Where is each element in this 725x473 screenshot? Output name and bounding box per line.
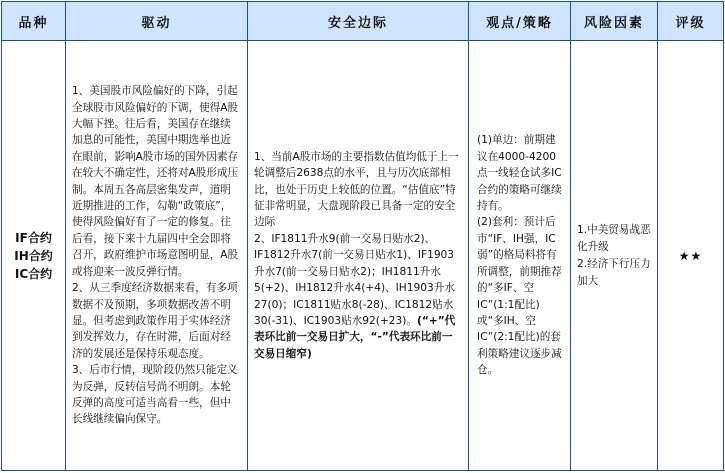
driver-cell <box>66 41 248 471</box>
variety-cell <box>2 41 66 471</box>
header-risk-factors: 风险因素 <box>571 2 658 41</box>
risk-item: 2.经济下行压力加大 <box>577 257 651 287</box>
variety-line: IC合约 <box>14 266 53 281</box>
safety-paragraph: 2、IF1811升水9(前一交易日贴水2)、IF1812升水7(前一交易日贴水1)、IF1903升水7(前一交易日贴水2)；IH1811升水5(+2)、IH1812升水4(+4)、IH1903升水27(0)；IC1811贴水8(-28)、IC1812贴水30(-31)、IC1903贴水92(+23)。 <box>254 232 455 327</box>
header-variety: 品种 <box>2 2 66 41</box>
strategy-table <box>1 1 724 471</box>
table-row <box>2 41 724 471</box>
header-row <box>2 2 724 41</box>
header-view-strategy: 观点/策略 <box>469 2 571 41</box>
view-strategy-cell <box>469 41 571 471</box>
view-paragraph: (2)套利：预计后市“IF、IH强，IC弱”的格局料将有所调整，前期推荐的“多IF、空IC”(1:1配比)或“多IH、空IC”(2:1配比)的套利策略建议逐步减仓。 <box>477 216 562 377</box>
header-safety-margin: 安全边际 <box>248 2 469 41</box>
safety-margin-cell <box>248 41 469 471</box>
driver-paragraph: 3、后市行情，现阶段仍然只能定义为反弹，反转信号尚不明朗。本轮反弹的高度可适当高看一些，但中长线继续偏向保守。 <box>72 364 238 426</box>
risk-item: 1.中美贸易战恶化升级 <box>577 223 651 253</box>
safety-paragraph: 1、当前A股市场的主要指数估值均低于上一轮调整后2638点的水平，且与历次底部相比，也处于历史上较低的位置。“估值底”特征非常明显，大盘现阶段已具备一定的安全边际 <box>254 150 459 229</box>
variety-line: IF合约 <box>15 230 52 245</box>
header-rating: 评级 <box>658 2 724 41</box>
safety-note: (“+”代表环比前一交易日扩大，“-”代表环比前一交易日缩窄) <box>254 314 456 360</box>
view-paragraph: (1)单边：前期建议在4000-4200点一线轻仓试多IC合约的策略可继续持有。 <box>477 134 562 213</box>
driver-paragraph: 2、从三季度经济数据来看，有多项数据不及预期，多项数据改善不明显。但考虑到政策作用于实体经济到发挥效力，存在时滞，后面对经济的发展还是保持乐观态度。 <box>72 282 238 360</box>
variety-line: IH合约 <box>14 248 53 263</box>
rating-stars: ★★ <box>678 248 703 263</box>
risk-factors-cell <box>571 41 658 471</box>
header-driver: 驱动 <box>66 2 248 41</box>
rating-cell <box>658 41 724 471</box>
driver-paragraph: 1、美国股市风险偏好的下降，引起全球股市风险偏好的下调，使得A股大幅下挫。往后看，美国存在继续加息的可能性，美国中期选举也近在眼前，影响A股市场的国外因素存在较大不确定性，还将对A股形成压制。本周五各高层密集发声，道明近期推进的工作，勾勒“政策底”，使得风险偏好有了一定的修复。往后看，接下来十九届四中全会即将召开，政府维护市场意图明显，A股或将迎来一波反弹行情。 <box>72 85 239 278</box>
